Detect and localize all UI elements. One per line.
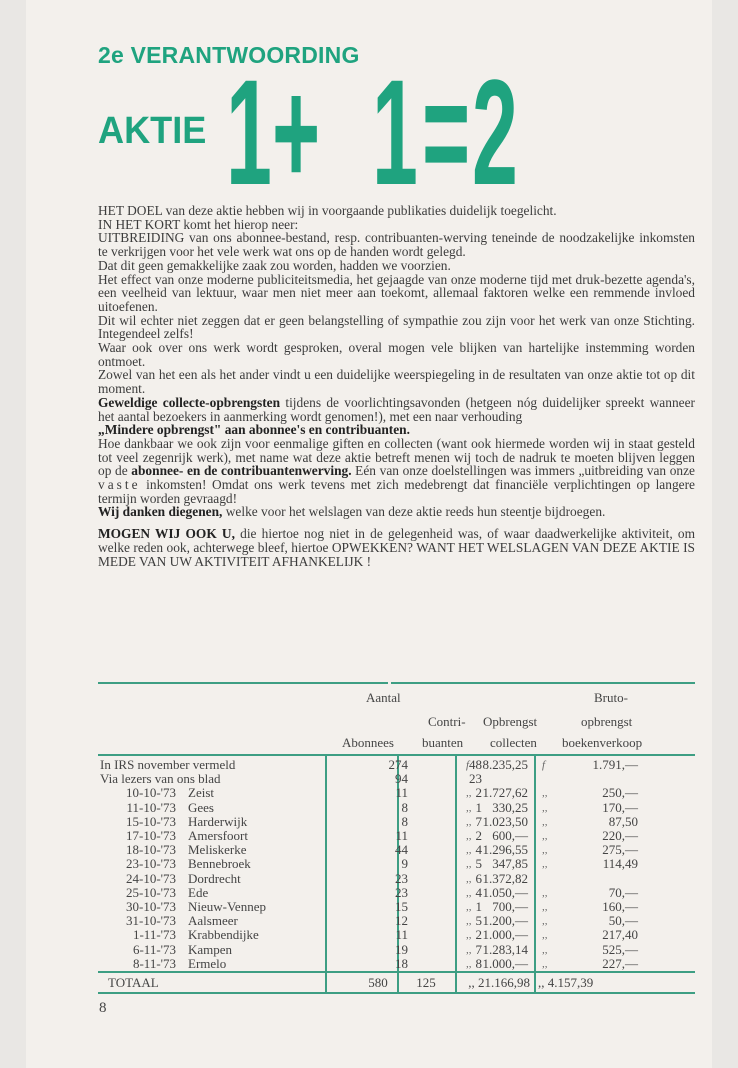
row-opbrengst-prefix: ,, bbox=[466, 830, 472, 842]
row-opbrengst-prefix: ,, bbox=[466, 886, 472, 899]
row-abonnees: 23 bbox=[395, 870, 408, 886]
row-date: 6-11-'73 bbox=[132, 941, 176, 957]
paragraph bbox=[98, 396, 695, 423]
row-date: 11-10-'73 bbox=[126, 799, 176, 815]
table-row bbox=[98, 815, 695, 829]
equation-part: = bbox=[422, 48, 471, 216]
row-opbrengst: 8.235,25 bbox=[482, 757, 528, 772]
row-opbrengst: 1.296,55 bbox=[482, 842, 528, 858]
text-segment: Waar ook over ons werk wordt gesproken, overal mogen vele blijken van hartelijke instemming worden ontmoet. bbox=[98, 340, 695, 369]
row-bruto: 525,— bbox=[602, 941, 638, 957]
paragraph bbox=[98, 341, 695, 368]
row-bruto: 50,— bbox=[608, 913, 638, 929]
row-bruto: 70,— bbox=[608, 884, 638, 900]
total-opbrengst: ,, 21.166,98 bbox=[468, 975, 530, 990]
text-segment: Hoe dankbaar we ook zijn voor eenmalige giften en collecten (want ook hiermede worden wij in staat gesteld tot veel zegenrijk werk), met name wat deze aktie betreft menen wij toch de nadruk te moeten blijven leggen op de bbox=[98, 435, 695, 479]
header-bruto: Bruto- bbox=[594, 690, 628, 705]
row-bruto-prefix: ,, bbox=[542, 787, 548, 800]
row-opbrengst-prefix: ,, bbox=[466, 943, 472, 956]
total-bruto: ,, 4.157,39 bbox=[538, 975, 594, 990]
article-body bbox=[98, 204, 695, 568]
row-abonnees: 9 bbox=[401, 856, 408, 872]
row-bruto: 275,— bbox=[602, 842, 638, 858]
equation-part: + bbox=[272, 48, 321, 216]
bold-text: MOGEN WIJ OOK U, bbox=[98, 526, 235, 542]
row-contribuanten: 5 bbox=[475, 856, 482, 872]
row-contribuanten: 4 bbox=[475, 842, 482, 858]
row-bruto: 227,— bbox=[602, 955, 638, 971]
row-contribuanten: 2 bbox=[475, 927, 482, 943]
text-segment: Dit wil echter niet zeggen dat er geen belangstelling of sympathie zou zijn voor het werk van onze Stichting. Integendeel zelfs! bbox=[98, 312, 695, 342]
row-opbrengst-prefix: ,, bbox=[466, 858, 472, 871]
row-abonnees: 11 bbox=[395, 927, 408, 943]
row-date: 30-10-'73 bbox=[125, 899, 176, 914]
header-opbrengst-bruto: opbrengst bbox=[581, 714, 633, 729]
table-row bbox=[98, 872, 695, 886]
paragraph bbox=[98, 505, 695, 519]
row-opbrengst-prefix: ,, bbox=[466, 915, 472, 928]
row-bruto-prefix: ,, bbox=[542, 830, 548, 842]
text-segment: IN HET KORT komt het hierop neer: bbox=[98, 216, 299, 232]
paragraph bbox=[98, 273, 695, 314]
text-segment: tijdens de voorlichtingsavonden (hetgeen nóg duidelijker spreekt wanneer het aantal bezoekers in aanmerking wordt genomen!), met een naar verhouding bbox=[98, 394, 695, 424]
row-place: Aalsmeer bbox=[188, 913, 238, 929]
header-aantal: Aantal bbox=[366, 690, 401, 705]
paragraph bbox=[98, 527, 695, 568]
row-bruto-prefix: ,, bbox=[542, 858, 548, 871]
row-date: 25-10-'73 bbox=[125, 884, 176, 900]
row-bruto-prefix: ,, bbox=[542, 929, 548, 942]
row-bruto-prefix: f bbox=[542, 759, 546, 771]
table-row bbox=[98, 900, 695, 914]
row-abonnees: 12 bbox=[395, 913, 408, 929]
text-segment: Zowel van het een als het ander vindt u een duidelijke weerspiegeling in de resultaten van onze aktie tot op dit moment. bbox=[98, 367, 695, 397]
bold-text: abonnee- en de contribuantenwerving. bbox=[131, 463, 352, 479]
row-contribuanten: 1 bbox=[475, 799, 482, 815]
row-date: In IRS november vermeld bbox=[100, 757, 236, 772]
text-segment: UITBREIDING van ons abonnee-bestand, resp. contribuanten-werving teneinde de noodzakelijke inkomsten te verkrijgen voor het vele werk wat ons op de handen wordt gelegd. bbox=[98, 230, 695, 260]
text-segment: vaste bbox=[98, 477, 141, 493]
row-opbrengst: 1.200,— bbox=[482, 913, 528, 929]
row-contribuanten: 8 bbox=[475, 955, 482, 971]
row-opbrengst-prefix: ,, bbox=[466, 815, 472, 828]
row-bruto-prefix: ,, bbox=[542, 844, 548, 857]
subtitle: 2e VERANTWOORDING bbox=[98, 42, 360, 68]
text-segment: Het effect van onze moderne publiciteitsmedia, het gejaagde van onze moderne tijd met druk-bezette agenda's, een veelheid van lektuur, waar men niet meer aan toekomt, allemaal faktoren welke een remmende invloed uitoefenen. bbox=[98, 271, 695, 314]
row-contribuanten: 1 bbox=[475, 899, 482, 914]
row-bruto: 114,49 bbox=[602, 856, 638, 872]
total-abonnees: 580 bbox=[368, 975, 388, 990]
paragraph bbox=[98, 231, 695, 258]
aktie-title: AKTIE bbox=[98, 110, 207, 152]
text-segment: Eén van onze doelstellingen was immers „uitbreiding van onze bbox=[351, 463, 695, 479]
row-bruto: 217,40 bbox=[602, 927, 638, 943]
row-bruto-prefix: ,, bbox=[542, 901, 548, 913]
row-date: Via lezers van ons blad bbox=[100, 771, 221, 787]
header-opbrengst: Opbrengst bbox=[483, 714, 538, 729]
row-opbrengst-prefix: ,, bbox=[466, 929, 472, 942]
row-bruto-prefix: ,, bbox=[542, 957, 548, 970]
text-segment: HET DOEL van deze aktie hebben wij in voorgaande publikaties duidelijk toegelicht. bbox=[98, 203, 557, 218]
paragraph bbox=[98, 423, 695, 437]
row-date: 23-10-'73 bbox=[125, 856, 176, 872]
table-row bbox=[98, 857, 695, 871]
page-number: 8 bbox=[99, 1000, 107, 1016]
row-opbrengst: 1.000,— bbox=[482, 955, 528, 971]
table-row bbox=[98, 786, 695, 800]
row-date: 10-10-'73 bbox=[125, 785, 176, 801]
row-date: 31-10-'73 bbox=[125, 913, 176, 929]
header-abonnees: Abonnees bbox=[342, 735, 394, 750]
row-bruto-prefix: ,, bbox=[542, 886, 548, 899]
row-date: 15-10-'73 bbox=[125, 813, 176, 829]
row-bruto: 220,— bbox=[602, 828, 638, 843]
total-row bbox=[98, 976, 695, 990]
row-opbrengst-prefix: ,, bbox=[466, 872, 472, 885]
row-bruto-prefix: ,, bbox=[542, 801, 548, 814]
row-opbrengst: 347,85 bbox=[492, 856, 528, 872]
row-date: 17-10-'73 bbox=[125, 828, 176, 843]
row-opbrengst: 1.050,— bbox=[482, 884, 528, 900]
row-opbrengst-prefix: ,, bbox=[466, 957, 472, 970]
header-boekenverkoop: boekenverkoop bbox=[562, 735, 643, 750]
row-place: Harderwijk bbox=[188, 813, 248, 829]
row-place: Bennebroek bbox=[188, 856, 251, 872]
row-contribuanten: 6 bbox=[475, 870, 482, 886]
row-opbrengst: 600,— bbox=[492, 828, 528, 843]
row-place: Krabbendijke bbox=[188, 927, 259, 943]
total-label: TOTAAL bbox=[108, 975, 159, 990]
row-bruto: 170,— bbox=[602, 799, 638, 815]
row-opbrengst: 1.000,— bbox=[482, 927, 528, 943]
paragraph bbox=[98, 314, 695, 341]
bold-text: Wij danken diegenen, bbox=[98, 504, 223, 520]
row-contribuanten: 7 bbox=[475, 941, 482, 957]
row-opbrengst: 1.283,14 bbox=[482, 941, 528, 957]
row-abonnees: 18 bbox=[395, 955, 408, 971]
row-abonnees: 11 bbox=[395, 785, 408, 801]
equation-part: 2 bbox=[472, 48, 518, 216]
row-abonnees: 15 bbox=[395, 899, 408, 914]
header-contri: Contri- bbox=[428, 714, 466, 729]
row-contribuanten: 48 bbox=[469, 757, 482, 772]
row-bruto-prefix: ,, bbox=[542, 815, 548, 828]
text-segment: inkomsten! Omdat ons werk tevens met zich medebrengt dat financiële verplichtingen op langere termijn worden gevraagd! bbox=[98, 477, 695, 506]
row-place: Ermelo bbox=[188, 955, 227, 971]
table-row bbox=[98, 886, 695, 900]
row-contribuanten: 2 bbox=[475, 785, 482, 801]
text-segment: Dat dit geen gemakkelijke zaak zou worden, hadden we voorzien. bbox=[98, 257, 451, 273]
bold-text: Geweldige collecte-opbrengsten bbox=[98, 394, 281, 410]
table-row bbox=[98, 914, 695, 928]
row-opbrengst-prefix: ,, bbox=[466, 787, 472, 800]
table-row bbox=[98, 928, 695, 942]
table-row bbox=[98, 829, 695, 843]
table-row bbox=[98, 758, 695, 772]
row-bruto-prefix: ,, bbox=[542, 943, 548, 956]
row-place: Ede bbox=[188, 884, 209, 900]
row-place: Zeist bbox=[188, 785, 214, 801]
row-date: 18-10-'73 bbox=[125, 842, 176, 858]
row-abonnees: 11 bbox=[395, 828, 408, 843]
table-row bbox=[98, 957, 695, 971]
row-date: 24-10-'73 bbox=[125, 870, 176, 886]
row-contribuanten: 23 bbox=[469, 771, 482, 787]
bold-text: „Mindere opbrengst" aan abonnee's en contribuanten. bbox=[98, 422, 410, 438]
row-opbrengst: 1.372,82 bbox=[482, 870, 528, 886]
table-row bbox=[98, 801, 695, 815]
row-place: Dordrecht bbox=[188, 870, 241, 886]
row-opbrengst-prefix: f bbox=[466, 759, 470, 771]
row-bruto: 160,— bbox=[602, 899, 638, 914]
row-place: Gees bbox=[188, 799, 214, 815]
row-abonnees: 23 bbox=[395, 884, 408, 900]
row-opbrengst: 700,— bbox=[492, 899, 528, 914]
header-buanten: buanten bbox=[422, 735, 464, 750]
row-abonnees: 19 bbox=[395, 941, 408, 957]
table-row bbox=[98, 843, 695, 857]
row-opbrengst-prefix: ,, bbox=[466, 901, 472, 913]
row-bruto: 87,50 bbox=[608, 813, 638, 829]
row-contribuanten: 7 bbox=[475, 813, 482, 829]
row-place: Nieuw-Vennep bbox=[188, 899, 266, 914]
header-collecten: collecten bbox=[490, 735, 537, 750]
row-opbrengst: 1.023,50 bbox=[482, 813, 528, 829]
row-abonnees: 274 bbox=[388, 757, 408, 772]
equation-part: 1 bbox=[226, 48, 272, 216]
row-abonnees: 94 bbox=[395, 771, 408, 787]
row-contribuanten: 2 bbox=[475, 828, 482, 843]
text-segment: welke voor het welslagen van deze aktie reeds hun steentje bijdroegen. bbox=[222, 504, 606, 520]
row-place: Kampen bbox=[188, 941, 233, 957]
row-bruto: 1.791,— bbox=[592, 757, 638, 772]
row-contribuanten: 4 bbox=[475, 884, 482, 900]
total-contribuanten: 125 bbox=[416, 975, 436, 990]
row-abonnees: 8 bbox=[401, 799, 408, 815]
paragraph bbox=[98, 204, 695, 218]
row-opbrengst: 1.727,62 bbox=[482, 785, 528, 801]
paragraph bbox=[98, 368, 695, 395]
row-opbrengst-prefix: ,, bbox=[466, 801, 472, 814]
paragraph bbox=[98, 218, 695, 232]
table-row bbox=[98, 772, 695, 786]
paragraph bbox=[98, 259, 695, 273]
table-row bbox=[98, 943, 695, 957]
row-bruto: 250,— bbox=[602, 785, 638, 801]
text-segment: die hiertoe nog niet in de gelegenheid was, of waar daadwerkelijke aktiviteit, om welke reden ook, achterwege bleef, hiertoe OPWEKKEN? WANT HET WELSLAGEN VAN DEZE AKTIE IS MEDE VAN UW AKTIVITEIT AFHANKELIJK ! bbox=[98, 526, 695, 569]
row-date: 1-11-'73 bbox=[132, 927, 176, 943]
row-opbrengst: 330,25 bbox=[492, 799, 528, 815]
paragraph bbox=[98, 437, 695, 506]
row-place: Meliskerke bbox=[188, 842, 247, 858]
row-date: 8-11-'73 bbox=[132, 955, 176, 971]
row-abonnees: 8 bbox=[401, 813, 408, 829]
row-bruto-prefix: ,, bbox=[542, 915, 548, 928]
row-contribuanten: 5 bbox=[475, 913, 482, 929]
row-abonnees: 44 bbox=[395, 842, 408, 858]
equation-part: 1 bbox=[372, 48, 418, 216]
row-opbrengst-prefix: ,, bbox=[466, 844, 472, 857]
row-place: Amersfoort bbox=[188, 828, 248, 843]
